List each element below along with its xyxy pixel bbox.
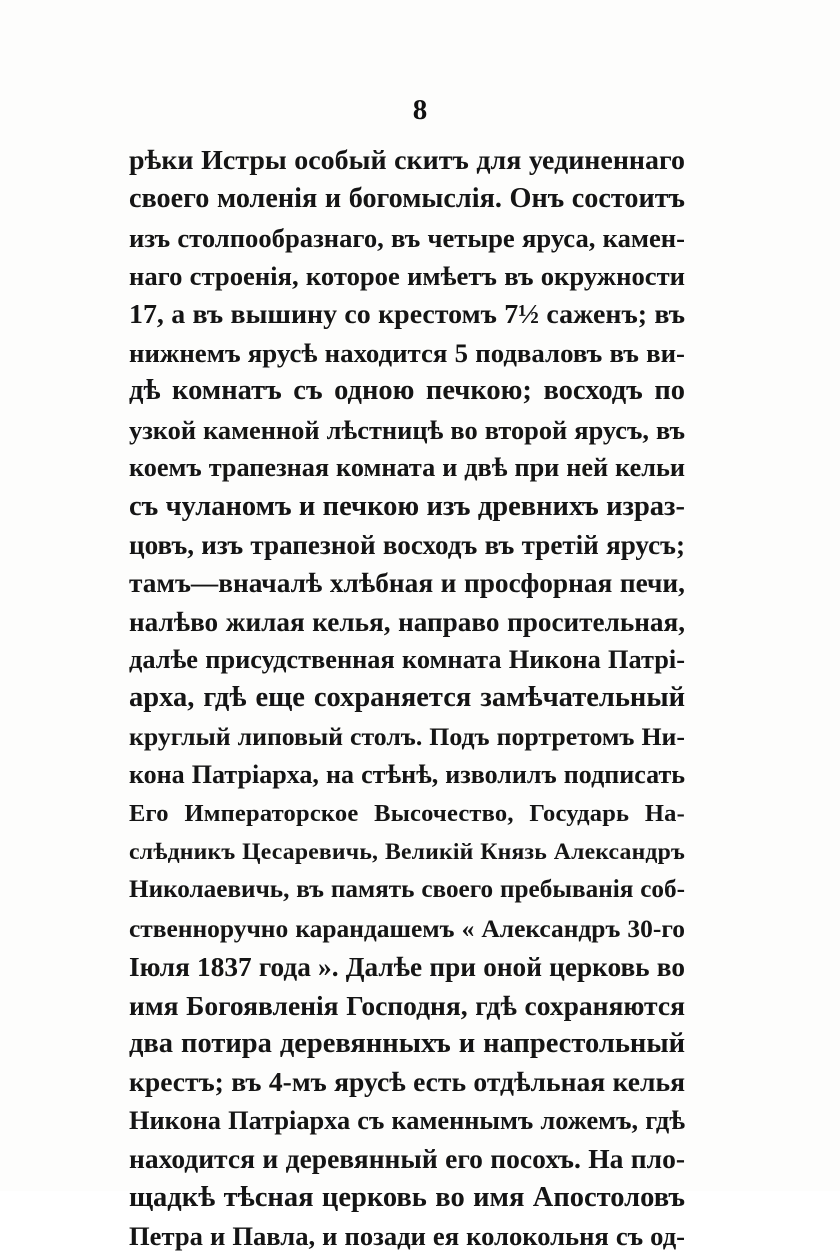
text-line: круглый липовый столъ. Подъ портретомъ Ни- xyxy=(129,721,685,751)
text-line: тамъ—вначалѣ хлѣбная и просфорная печи, xyxy=(129,568,685,599)
text-line: Николаевичь, въ память своего пребыванія соб- xyxy=(129,876,685,904)
text-line: имя Богоявленія Господня, гдѣ сохраняются xyxy=(129,989,685,1021)
text-line: изъ столпообразнаго, въ четыре яруса, камен- xyxy=(129,222,685,253)
text-line: цовъ, изъ трапезной восходъ въ третій ярусъ; xyxy=(129,529,685,560)
page-number: 8 xyxy=(412,94,428,126)
text-line: нижнемъ ярусѣ находится 5 подваловъ въ ви- xyxy=(129,337,685,368)
text-line: 17, а въ вышину со крестомъ 7½ саженъ; въ xyxy=(129,298,685,330)
text-line: рѣки Истры особый скитъ для уединеннаго xyxy=(129,145,685,176)
text-line: два потира деревянныхъ и напрестольный xyxy=(129,1027,685,1059)
text-line: съ чуланомъ и печкою изъ древнихъ израз- xyxy=(129,490,685,522)
text-line: ственноручно карандашемъ « Александръ 30-го xyxy=(129,913,685,943)
text-line: коемъ трапезная комната и двѣ при ней кельи xyxy=(129,453,685,483)
text-line: находится и деревянный его посохъ. На пло- xyxy=(129,1143,685,1175)
text-line: далѣе присудственная комната Никона Патрі- xyxy=(129,645,685,675)
text-line: щадкѣ тѣсная церковь во имя Апостоловъ xyxy=(129,1181,685,1213)
text-line: дѣ комнатъ съ одною печкою; восходъ по xyxy=(129,375,685,407)
text-line: узкой каменной лѣстницѣ во второй ярусъ, въ xyxy=(129,414,685,445)
body-text xyxy=(129,142,685,1255)
text-line: наго строенія, которое имѣетъ въ окружности xyxy=(129,261,685,292)
text-line: Петра и Павла, и позади ея колокольня съ од- xyxy=(129,1220,685,1251)
text-line: своего моленія и богомыслія. Онъ состоитъ xyxy=(129,183,685,215)
text-line: кона Патріарха, на стѣнѣ, изволилъ подписать xyxy=(129,760,685,790)
text-line: арха, гдѣ еще сохраняется замѣчательный xyxy=(129,682,685,714)
text-line: крестъ; въ 4-мъ ярусѣ есть отдѣльная келья xyxy=(129,1066,685,1098)
text-line: Іюля 1837 года ». Далѣе при оной церковь во xyxy=(129,952,685,983)
text-line: Его Императорское Высочество, Государь На- xyxy=(129,799,685,827)
text-line: Никона Патріарха съ каменнымъ ложемъ, гдѣ xyxy=(129,1105,685,1135)
text-line: слѣдникъ Цесаревичь, Великій Князь Александръ xyxy=(129,839,685,866)
text-line: налѣво жилая келья, направо просительная, xyxy=(129,606,685,637)
